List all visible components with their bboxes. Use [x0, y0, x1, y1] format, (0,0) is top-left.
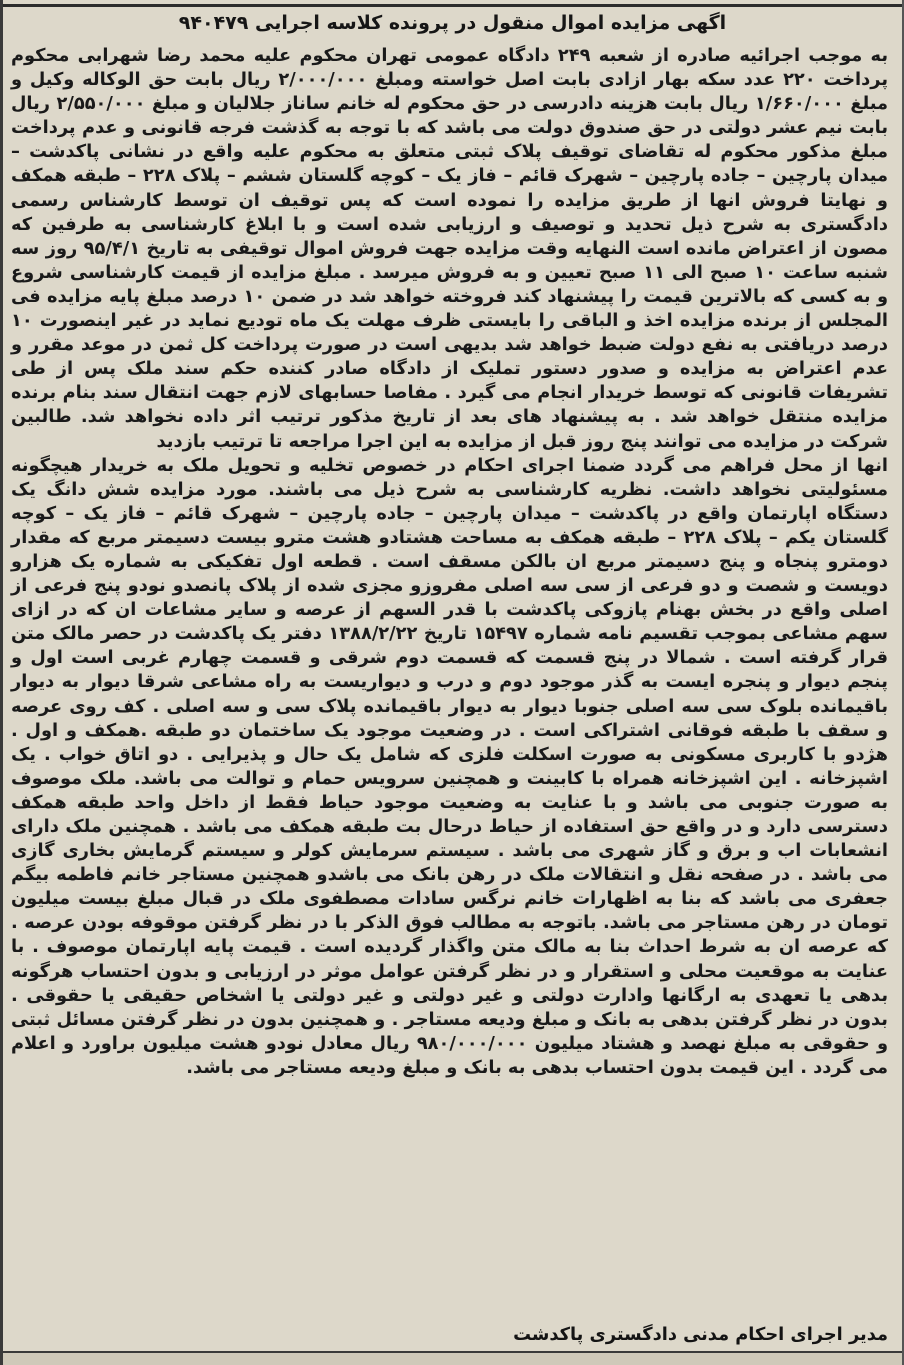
notice-body: [11, 44, 888, 1080]
top-border-rule: [3, 4, 902, 7]
notice-paragraph-1: به موجب اجرائیه صادره از شعبه ۲۴۹ دادگاه عمومی تهران محکوم علیه محمد رضا شهرابی محکوم پرداخت ۲۲۰ عدد سکه بهار ازادی بابت اصل خواسته ومبلغ ۲/۰۰۰/۰۰۰ ریال بابت حق الوکاله وکیل و مبلغ ۱/۶۶۰/۰۰۰ ریال بابت هزینه دادرسی در حق محکوم له خانم ساناز جلالیان و مبلغ ۲/۵۵۰/۰۰۰ ریال بابت نیم عشر دولتی در حق صندوق دولت می باشد که با توجه به گذشت فرجه قانونی و عدم پرداخت مبلغ مذکور محکوم له تقاضای توقیف پلاک ثبتی متعلق به محکوم علیه واقع در نشانی پاکدشت –میدان پارچین – جاده پارچین – شهرک قائم – فاز یک – کوچه گلستان ششم – پلاک ۲۲۸ – طبقه همکف و نهایتا فروش انها از طریق مزایده را نموده است که پس توقیف ان توسط کارشناس رسمی دادگستری به شرح ذیل تحدید و توصیف و ارزیابی شده است و با ابلاغ کارشناسی به طرفین که مصون از اعتراض مانده است النهایه وقت مزایده جهت فروش اموال توقیفی به تاریخ ۹۵/۴/۱ روز سه شنبه ساعت ۱۰ صبح الی ۱۱ صبح تعیین و به فروش میرسد . مبلغ مزایده از قیمت کارشناسی شروع و به کسی که بالاترین قیمت را پیشنهاد کند فروخته خواهد شد در ضمن ۱۰ درصد مبلغ پایه مزایده فی المجلس از برنده مزایده اخذ و الباقی را بایستی ظرف مهلت یک ماه تودیع نماید در غیر اینصورت ۱۰ درصد دریافتی به نفع دولت ضبط خواهد شد بدیهی است در صورت پرداخت کل ثمن در موعد مقرر و عدم اعتراض به مزایده و صدور دستور تملیک از دادگاه صادر کننده حکم سند ملک پس از طی تشریفات قانونی که توسط خریدار انجام می گیرد . مفاصا حسابهای لازم جهت انتقال سند بنام برنده مزایده منتقل خواهد شد . به پیشنهاد های بعد از تاریخ مذکور ترتیب اثر داده نخواهد شد. طالبین شرکت در مزایده می توانند پنج روز قبل از مزایده به این اجرا مراجعه تا ترتیب بازدید: [11, 45, 889, 452]
page-margin: [3, 1353, 902, 1365]
notice-signature: مدیر اجرای احکام مدنی دادگستری پاکدشت: [513, 1324, 888, 1345]
notice-title: اگهی مزایده اموال منقول در پرونده کلاسه اجرایی ۹۴۰۴۷۹: [178, 12, 727, 34]
notice-paragraph-2: انها از محل فراهم می گردد ضمنا اجرای احکام در خصوص تخلیه و تحویل ملک به خریدار هیچگونه مسئولیتی نخواهد داشت. نظریه کارشناسی به شرح ذیل می باشند. مورد مزایده شش دانگ یک دستگاه اپارتمان واقع در پاکدشت – میدان پارچین – جاده پارچین – شهرک قائم – فاز یک – کوچه گلستان یکم – پلاک ۲۲۸ – طبقه همکف به مساحت هشتادو هشت مترو بیست دسیمتر مربع که مقدار دومترو پنجاه و پنج دسیمتر مربع ان بالکن مسقف است . قطعه اول تفکیکی به شماره یک هزارو دویست و شصت و دو فرعی از سی سه اصلی مفروزو مجزی شده از پلاک پانصدو نودو پنج فرعی از اصلی واقع در بخش بهنام پازوکی پاکدشت با قدر السهم از عرصه و سایر مشاعات ان که در ازای سهم مشاعی بموجب تقسیم نامه شماره ۱۵۴۹۷ تاریخ ۱۳۸۸/۲/۲۲ دفتر یک پاکدشت در حصر مالک متن قرار گرفته است . شمالا در پنج قسمت که قسمت دوم شرقی و قسمت چهارم غربی است اول و پنجم دیوار و پنجره ایست به گذر موجود دوم و درب و دیواریست به راه مشاعی شرقا دیوار به دیوار باقیمانده بلوک سی سه اصلی جنوبا دیوار به دیوار باقیمانده پلاک سی و سه اصلی . کف روی عرصه و سقف با طبقه فوقانی اشتراکی است . در وضعیت موجود یک ساختمان دو طبقه .همکف و اول . هژدو با کاربری مسکونی به صورت اسکلت فلزی که شامل یک حال و پذیرایی . دو اتاق خواب . یک اشپزخانه . این اشپزخانه همراه با کابینت و همچنین سرویس حمام و توالت می باشد. ملک موصوف به صورت جنوبی می باشد و با عنایت به وضعیت موجود حیاط فقط از داخل واحد طبقه همکف دسترسی دارد و در واقع حق استفاده از حیاط درحال بت طبقه همکف می باشد . همچنین ملک دارای انشعابات اب و برق و گاز شهری می باشد . سیستم سرمایش کولر و سیستم گرمایش بخاری گازی می باشد . در صفحه نقل و انتقالات ملک در رهن بانک می باشدو همچنین مستاجر خانم فاطمه بیگم جعفری می باشد که بنا به اظهارات خانم نرگس سادات مصطفوی ملک در قبال مبلغ بیست میلیون تومان در رهن مستاجر می باشد. باتوجه به مطالب فوق الذکر با در نظر گرفتن موقوفه بودن عرصه . که عرصه ان به شرط احداث بنا به مالک متن واگذار گردیده است . قیمت پایه اپارتمان موصوف . با عنایت به موقعیت محلی و استقرار و در نظر گرفتن عوامل موثر در ارزیابی و بدون احتساب هرگونه بدهی یا تعهدی به ارگانها وادارت دولتی و غیر دولتی و غیر دولتی یا اشخاص حقیقی یا حقوقی . بدون در نظر گرفتن بدهی به بانک و مبلغ ودیعه مستاجر . و همچنین بدون در نظر گرفتن مسائل ثبتی و حقوقی به مبلغ نهصد و هشتاد میلیون ۹۸۰/۰۰۰/۰۰۰ ریال معادل نودو هشت میلیون براورد و اعلام می گردد . این قیمت بدون احتساب بدهی به بانک و مبلغ ودیعه مستاجر می باشد.: [11, 454, 888, 1078]
